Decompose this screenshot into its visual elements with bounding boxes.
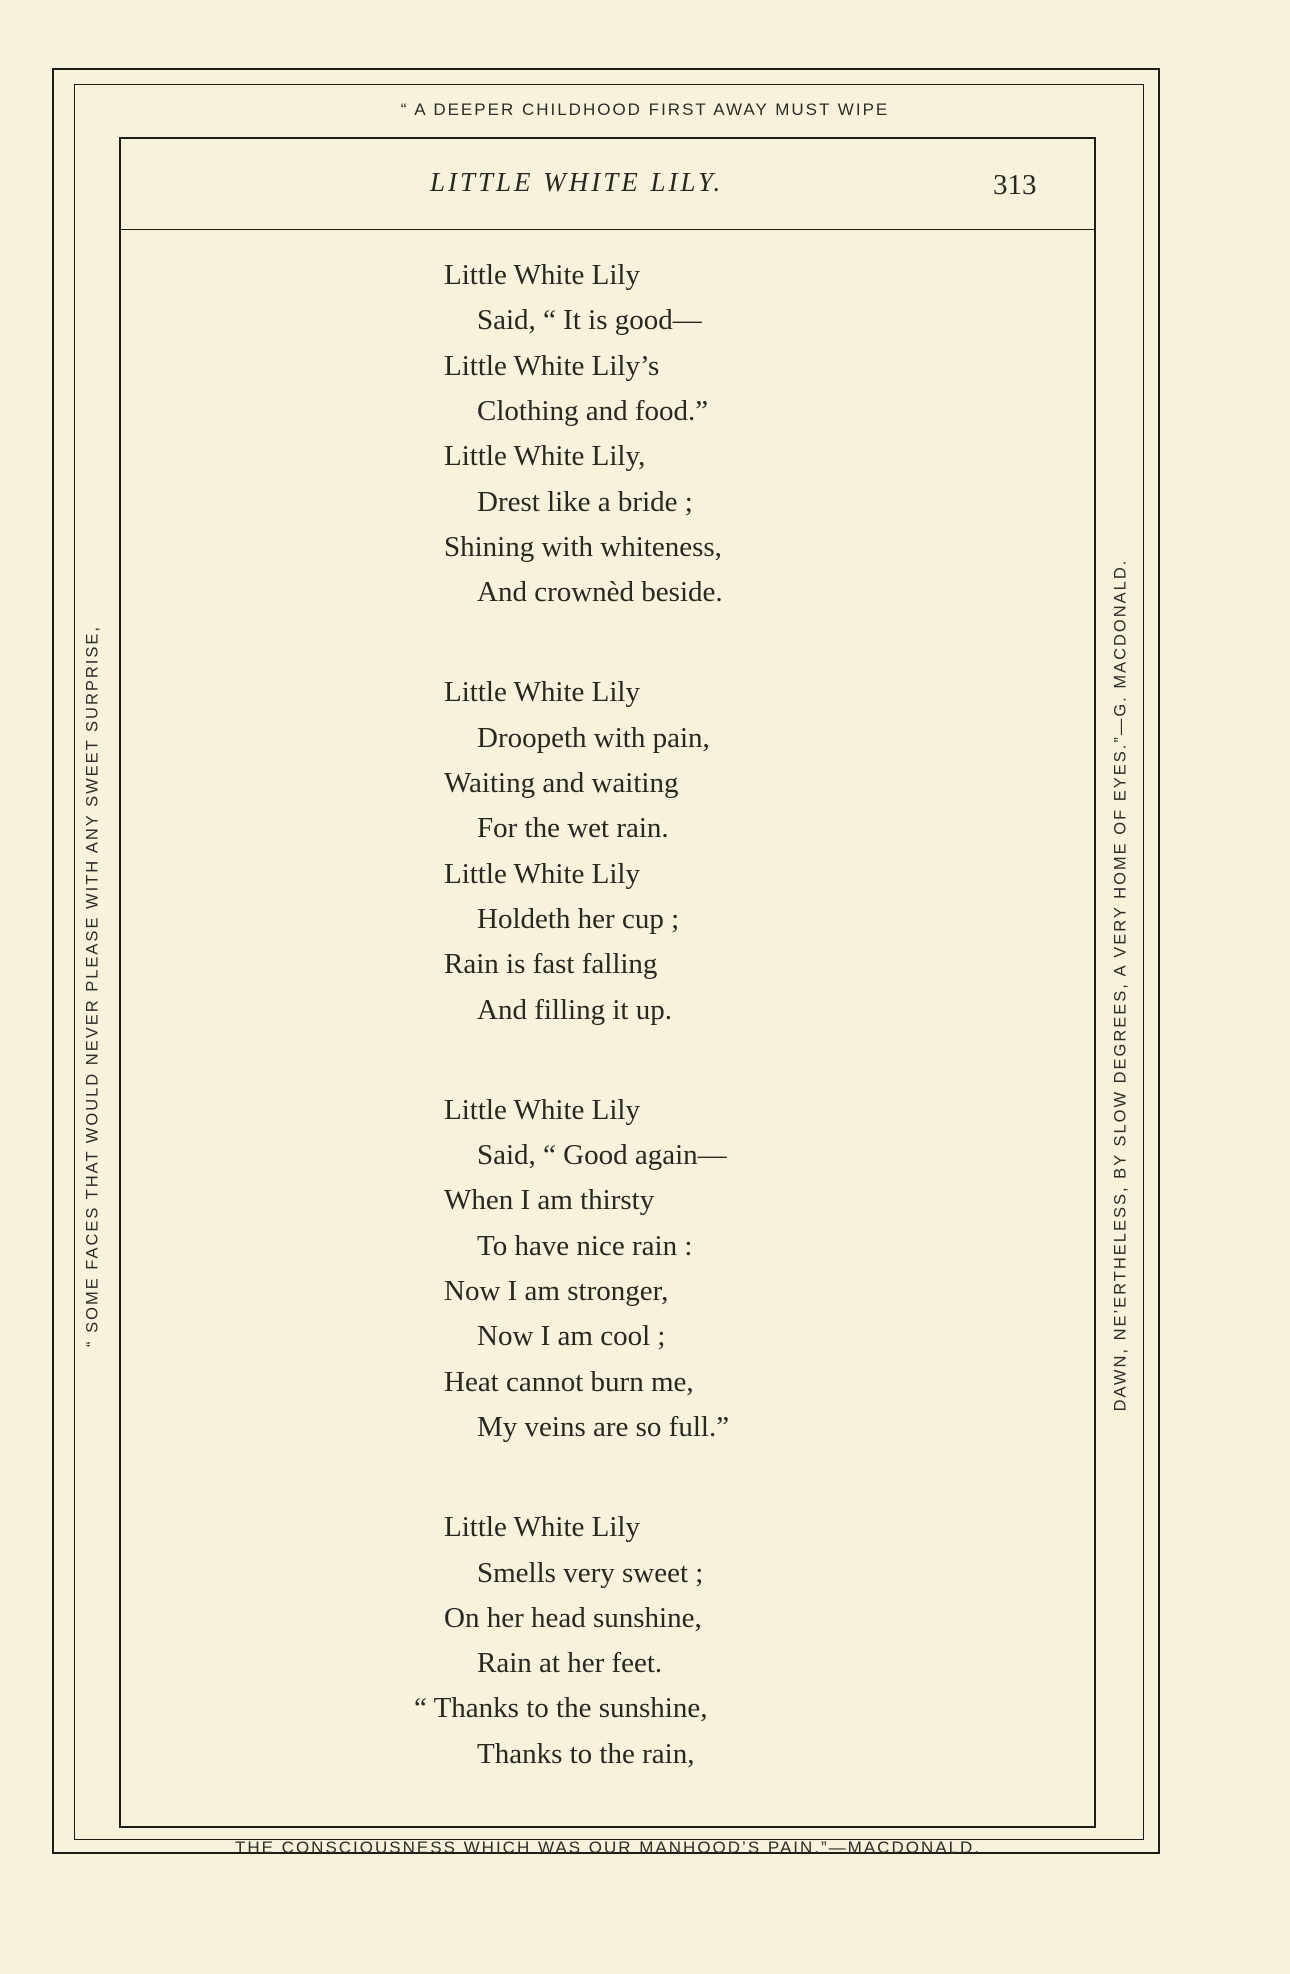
poem-line: To have nice rain : [477,1229,693,1262]
poem-line: “ Thanks to the sunshine, [414,1692,708,1725]
middle-frame-top [74,84,1144,85]
poem-line: On her head sunshine, [444,1601,702,1634]
running-title: LITTLE WHITE LILY. [430,167,724,197]
bottom-marginal-quote: THE CONSCIOUSNESS WHICH WAS OUR MANHOOD’S PAIN.”—MACDONALD. [234,1838,982,1857]
inner-frame-right [1094,137,1096,1828]
poem-line: Holdeth her cup ; [477,902,680,935]
poem-line: Thanks to the rain, [477,1737,695,1770]
poem-line: For the wet rain. [477,812,669,845]
poem-line: Droopeth with pain, [477,721,710,754]
outer-frame-top [52,68,1160,70]
poem-line: Little White Lily [444,857,640,890]
outer-frame-right [1158,68,1160,1854]
poem-line: Little White Lily [444,259,640,291]
poem-line: Little White Lily [444,1093,640,1126]
inner-frame-left [119,137,121,1828]
poem-line: Shining with whiteness, [444,530,722,563]
inner-frame-top [119,137,1095,139]
poem-line: Said, “ It is good— [477,304,702,337]
left-marginal-quote: “ SOME FACES THAT WOULD NEVER PLEASE WITH ANY SWEET SURPRISE, [83,625,102,1347]
poem-line: Waiting and waiting [444,767,679,799]
poem-line: Clothing and food.” [477,394,709,427]
poem-line: And filling it up. [477,993,672,1026]
header-divider [119,229,1095,230]
poem-line: Drest like a bride ; [477,485,693,518]
outer-frame-left [52,68,54,1854]
middle-frame-right [1143,84,1144,1840]
poem-line: Heat cannot burn me, [444,1365,694,1398]
poem-line: Now I am cool ; [477,1320,666,1353]
poem-line: Rain is fast falling [444,948,658,981]
middle-frame-left [74,84,75,1840]
right-marginal-quote: DAWN, NE’ERTHELESS, BY SLOW DEGREES, A VERY HOME OF EYES.”—G. MACDONALD. [1111,558,1130,1412]
top-marginal-quote: “ A DEEPER CHILDHOOD FIRST AWAY MUST WIPE [400,100,890,119]
poem-line: Little White Lily [444,676,640,709]
poem-line: Rain at her feet. [477,1647,663,1680]
poem-line: My veins are so full.” [477,1410,730,1443]
poem-line: Little White Lily [444,1511,640,1544]
page-number: 313 [993,169,1037,201]
poem-line: Little White Lily’s [444,349,660,382]
inner-frame-bottom [119,1826,1096,1828]
poem-line: Now I am stronger, [444,1275,669,1307]
poem-line: Little White Lily, [444,440,646,473]
poem-line: Smells very sweet ; [477,1556,704,1589]
poem-line: And crownèd beside. [477,576,723,609]
poem-line: Said, “ Good again— [477,1139,727,1172]
poem-line: When I am thirsty [444,1184,655,1217]
